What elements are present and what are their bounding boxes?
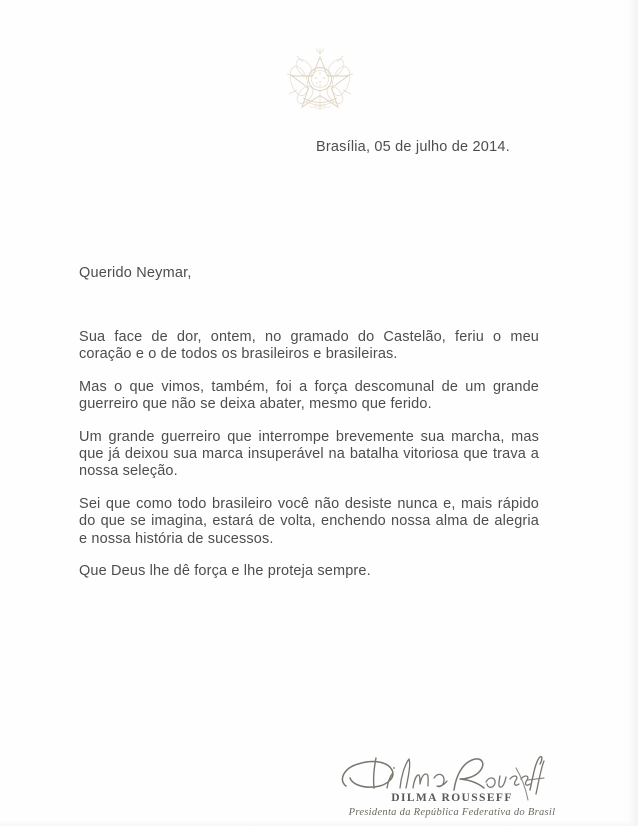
paragraph: Sua face de dor, ontem, no gramado do Castelão, feriu o meu coração e o de todos os brasileiros e brasileiras. [79,329,539,363]
letter-body [79,329,539,580]
scan-edge-bottom [0,820,638,826]
salutation: Querido Neymar, [79,265,192,281]
scan-edge-right [628,0,638,826]
signature-block [330,750,570,822]
signer-title: Presidenta da República Federativa do Brasil [348,807,556,818]
signer-printed-name: DILMA ROUSSEFF [391,792,513,804]
paragraph: Que Deus lhe dê força e lhe proteja sempre. [79,563,371,580]
paragraph: Um grande guerreiro que interrompe brevemente sua marcha, mas que já deixou sua marca insuperável na batalha vitoriosa que trava a nossa seleção. [79,428,539,480]
paragraph: Mas o que vimos, também, foi a força descomunal de um grande guerreiro que não se deixa abater, mesmo que ferido. [79,378,539,413]
date-line: Brasília, 05 de julho de 2014. [316,139,510,155]
brazil-coat-of-arms-icon [283,48,357,114]
paragraph: Sei que como todo brasileiro você não desiste nunca e, mais rápido do que se imagina, estará de volta, enchendo nossa alma de alegria e nossa história de sucessos. [79,495,539,547]
